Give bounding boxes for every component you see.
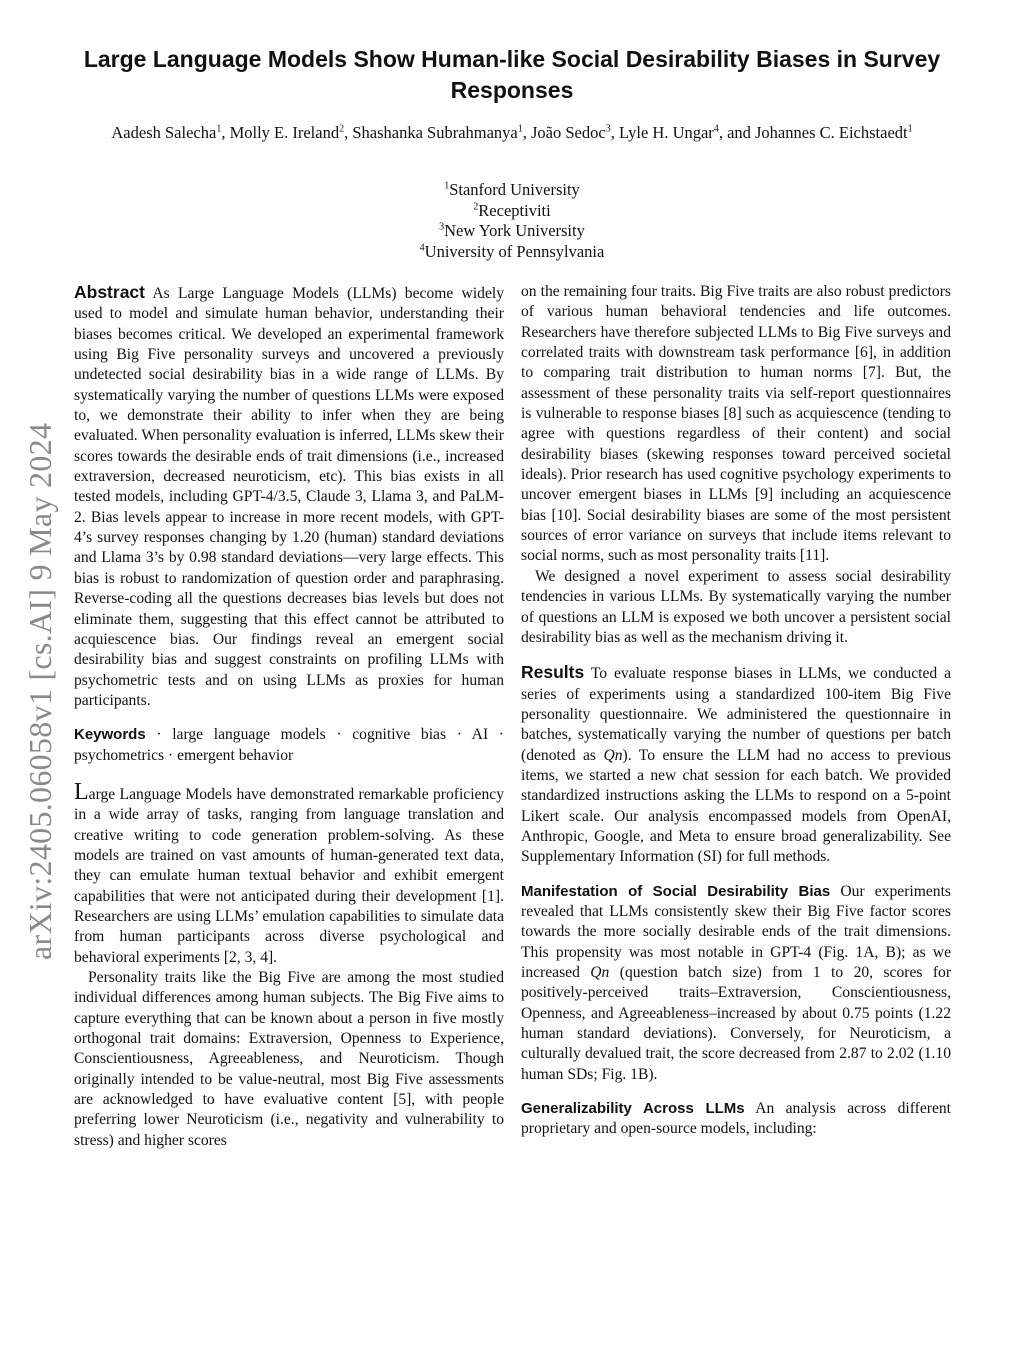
keywords-text: · large language models · cognitive bias · AI · psychometrics · emergent behavior [74, 726, 504, 764]
affiliation: $^1$Stanford University [444, 180, 580, 199]
right-column [521, 282, 951, 1140]
keywords-heading: Keywords [74, 726, 146, 744]
affiliation: $^4$University of Pennsylvania [419, 241, 605, 261]
author: Aadesh Salecha$^1$ [111, 123, 222, 142]
math-qn: Qn [603, 746, 623, 764]
manifestation-section: Manifestation of Social Desirability Bias Our experiments revealed that LLMs consistently skew their Big Five factor scores towards the more socially desirable ends of the trait dimensions. This propensity was most notable in GPT-4 (Fig. 1A, B); as we increased Qn (question batch size) from 1 to 20, scores for positively-perceived traits–Extraversion, Conscientiousness, Openness, and Agreeableness–increased by about 0.75 points (1.22 human standard deviations). Conversely, for Neuroticism, a culturally devalued trait, the score decreased from 2.87 to 2.02 (1.10 human SDs; Fig. 1B). [521, 882, 952, 1083]
intro-paragraph-4: We designed a novel experiment to assess social desirability tendencies in various LLMs. By systematically varying the number of questions an LLM is exposed we both uncover a persistent social desirability bias as well as the mechanism driving it. [521, 567, 951, 646]
generalizability-heading: Generalizability Across LLMs [521, 1100, 745, 1118]
results-section: Results To evaluate response biases in LLMs, we conducted a series of experiments using a standardized 100-item Big Five personality questionnaire. We administered the questionnaire in batches, systematically varying the number of questions per batch (denoted as Qn). To ensure the LLM had no access to previous items, we started a new chat session for each batch. We provided standardized instructions asking the LLMs to respond on a 5-point Likert scale. Our analysis encompassed models from OpenAI, Anthropic, Google, and Meta to ensure broad generalizability. See Supplementary Information (SI) for full methods. [521, 662, 951, 866]
generalizability-section: Generalizability Across LLMs An analysis across different proprietary and open-source models, including: [521, 1100, 951, 1138]
abstract-text: As Large Language Models (LLMs) become widely used to model and simulate human behavior, understanding their biases becomes critical. We developed an experimental framework using Big Five personality surveys and uncovered a previously undetected social desirability bias in a wide range of LLMs. By systematically varying the number of questions LLMs were exposed to, we demonstrate their ability to infer when they are being evaluated. When personality evaluation is inferred, LLMs skew their scores towards the desirable ends of trait dimensions (i.e., increased extraversion, decreased neuroticism, etc). This bias exists in all tested models, including GPT-4/3.5, Claude 3, Llama 3, and PaLM-2. Bias levels appear to increase in more recent models, with GPT-4’s survey responses changing by 1.20 (human) standard deviations and Llama 3’s by 0.98 standard deviations—very large effects. This bias is robust to randomization of question order and paraphrasing. Reverse-coding all the questions decreases bias levels but does not eliminate them, suggesting that this effect cannot be attributed to acquiescence bias. Our findings reveal an emergent social desirability bias and suggest constraints on profiling LLMs with psychometric tests and on using LLMs as proxies for human participants. [74, 285, 504, 709]
intro-paragraph-2: Personality traits like the Big Five are among the most studied individual differences among human subjects. The Big Five aims to capture everything that can be known about a person in five mostly orthogonal trait domains: Extraversion, Openness to Experience, Conscientiousness, Agreeableness, and Neuroticism. Though originally intended to be value-neutral, most Big Five assessments are acknowledged to have evaluative content [5], with people preferring lower Neuroticism (i.e., negativity and vulnerability to stress) and higher scores [74, 969, 504, 1149]
author: Johannes C. Eichstaedt$^1$ [755, 123, 913, 142]
affiliation: $^2$Receptiviti [473, 200, 551, 220]
intro-paragraph-3: on the remaining four traits. Big Five traits are also robust predictors of various human behavioral tendencies and life outcomes. Researchers have therefore subjected LLMs to Big Five surveys and correlated traits with downstream task performance [6], in addition to comparing trait distribution to human norms [7]. But, the assessment of these personality traits via self-report questionnaires is vulnerable to response biases [8] such as acquiescence (tending to agree with questions regardless of their content) and social desirability biases (skewing responses toward perceived societal ideals). Prior research has used cognitive psychology experiments to uncover emergent biases in LLMs [9] including an acquiescence bias [10]. Social desirability biases are some of the most persistent sources of error variance on surveys that include items relevant to social norms, such as most personality traits [11]. [521, 283, 951, 565]
affiliation-list [300, 180, 724, 262]
author-list: Aadesh Salecha$^1$, Molly E. Ireland$^2$, Shashanka Subrahmanya$^1$, João Sedoc$^3$, Lyle H. Ungar$^4$, and Johannes C. Eichstaedt$^1$ [111, 123, 913, 142]
math-qn: Qn [590, 964, 610, 981]
left-column [74, 282, 504, 1151]
intro-paragraph-1: Large Language Models have demonstrated remarkable proficiency in a wide array of tasks, ranging from language translation and creative writing to code generation problem-solving. As these models are trained on vast amounts of human-generated text data, they can emulate human textual behavior and exhibit emergent capabilities that were not anticipated during their development [1]. Researchers are using LLMs’ emulation capabilities to simulate data from human participants across diverse psychological and behavioral experiments [2, 3, 4]. [74, 778, 504, 966]
paper-title: Large Language Models Show Human-like Social Desirability Biases in Survey Responses [83, 46, 941, 103]
author: Molly E. Ireland$^2$ [229, 123, 345, 142]
keywords [74, 725, 504, 766]
author: Lyle H. Ungar$^4$ [618, 123, 719, 142]
results-heading: Results [521, 662, 585, 683]
abstract-heading: Abstract [74, 282, 145, 302]
author: Shashanka Subrahmanya$^1$ [352, 123, 523, 142]
manifestation-heading: Manifestation of Social Desirability Bias [521, 882, 831, 900]
author: João Sedoc$^3$ [531, 123, 611, 142]
abstract [74, 282, 504, 711]
arxiv-stamp: arXiv:2405.06058v1 [cs.AI] 9 May 2024 [22, 422, 58, 960]
affiliation: $^3$New York University [439, 221, 585, 240]
dropcap: L [74, 778, 89, 805]
